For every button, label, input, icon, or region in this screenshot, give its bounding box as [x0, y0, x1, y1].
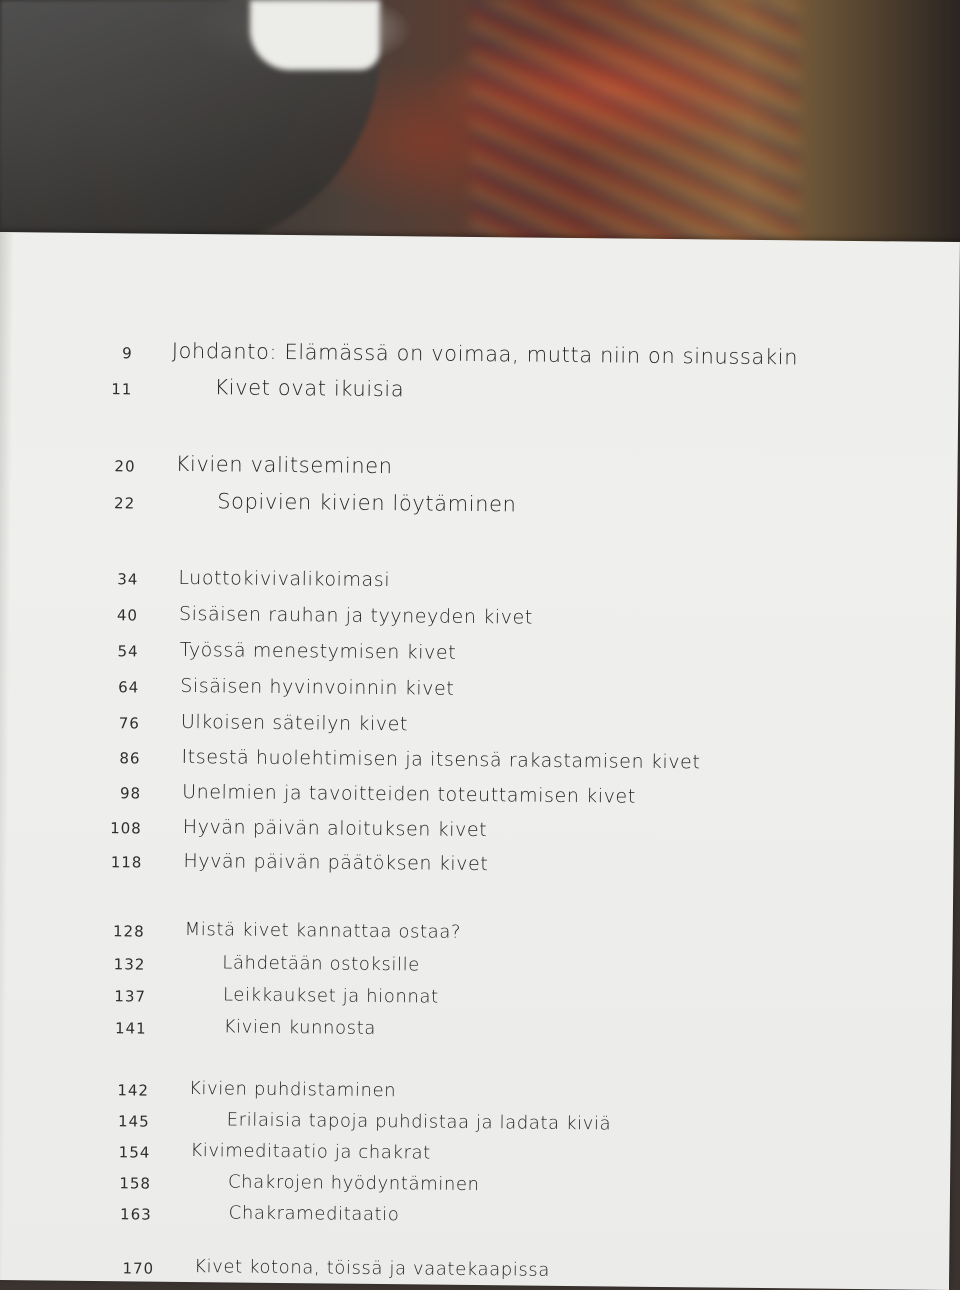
carpet-background — [470, 0, 800, 250]
toc-page-number: 11 — [111, 380, 133, 399]
toc-title: Johdanto: Elämässä on voimaa, mutta niin on sinussakin — [171, 338, 799, 370]
toc-page-number: 141 — [114, 1019, 147, 1038]
toc-page-number: 158 — [119, 1174, 152, 1193]
toc-page-number: 40 — [116, 606, 139, 625]
toc-page-number: 98 — [119, 784, 142, 803]
toc-title: Hyvän päivän aloituksen kivet — [182, 815, 488, 842]
toc-page-number: 34 — [117, 570, 139, 589]
book-page — [0, 232, 960, 1290]
toc-page-number: 142 — [117, 1081, 150, 1100]
toc-page-number: 132 — [113, 955, 146, 974]
toc-page-number: 76 — [118, 714, 140, 733]
toc-page-number: 64 — [118, 678, 140, 697]
toc-title: Unelmien ja tavoitteiden toteuttamisen kivet — [182, 780, 636, 808]
toc-title: Kivimeditaatio ja chakrat — [190, 1140, 431, 1164]
toc-page-number: 9 — [122, 344, 133, 363]
toc-page-number: 145 — [117, 1112, 150, 1131]
toc-title: Chakrameditaatio — [228, 1202, 400, 1226]
toc-page-number: 137 — [114, 987, 147, 1006]
toc-title: Ulkoisen säteilyn kivet — [180, 710, 409, 736]
toc-title: Sisäisen hyvinvoinnin kivet — [180, 674, 455, 700]
toc-title: Sisäisen rauhan ja tyyneyden kivet — [178, 602, 533, 629]
toc-page-number: 20 — [114, 457, 136, 476]
toc-page-number: 108 — [110, 819, 142, 838]
toc-page-number: 54 — [117, 642, 139, 661]
toc-page-number: 128 — [112, 922, 145, 941]
toc-title: Työssä menestymisen kivet — [179, 638, 457, 664]
toc-title: Kivien valitseminen — [175, 451, 393, 479]
toc-title: Mistä kivet kannattaa ostaa? — [184, 918, 462, 943]
background-photo — [0, 0, 960, 250]
toc-title: Kivet kotona, töissä ja vaatekaapissa — [194, 1256, 551, 1281]
toc-page-number: 170 — [122, 1259, 155, 1278]
toc-title: Kivet ovat ikuisia — [214, 375, 405, 402]
toc-page-number: 163 — [119, 1205, 152, 1224]
toc-title: Kivien puhdistaminen — [188, 1078, 397, 1102]
toc-title: Lähdetään ostoksille — [222, 952, 421, 976]
toc-page-number: 86 — [119, 749, 141, 768]
toc-title: Leikkaukset ja hionnat — [222, 984, 439, 1008]
toc-page-number: 154 — [118, 1143, 151, 1162]
toc-title: Sopivien kivien löytäminen — [217, 489, 517, 517]
toc-page-number: 118 — [110, 853, 143, 872]
toc-title: Chakrojen hyödyntäminen — [227, 1171, 480, 1196]
toc-title: Luottokivivalikoimasi — [178, 566, 391, 592]
toc-title: Kivien kunnosta — [223, 1016, 377, 1039]
toc-title: Erilaisia tapoja puhdistaa ja ladata kiviä — [226, 1109, 612, 1135]
toc-title: Hyvän päivän päätöksen kivet — [183, 849, 489, 876]
table-of-contents — [0, 232, 960, 1290]
toc-title: Itsestä huolehtimisen ja itsensä rakastamisen kivet — [181, 745, 701, 774]
blurred-paper — [250, 0, 380, 70]
toc-page-number: 22 — [113, 494, 136, 513]
